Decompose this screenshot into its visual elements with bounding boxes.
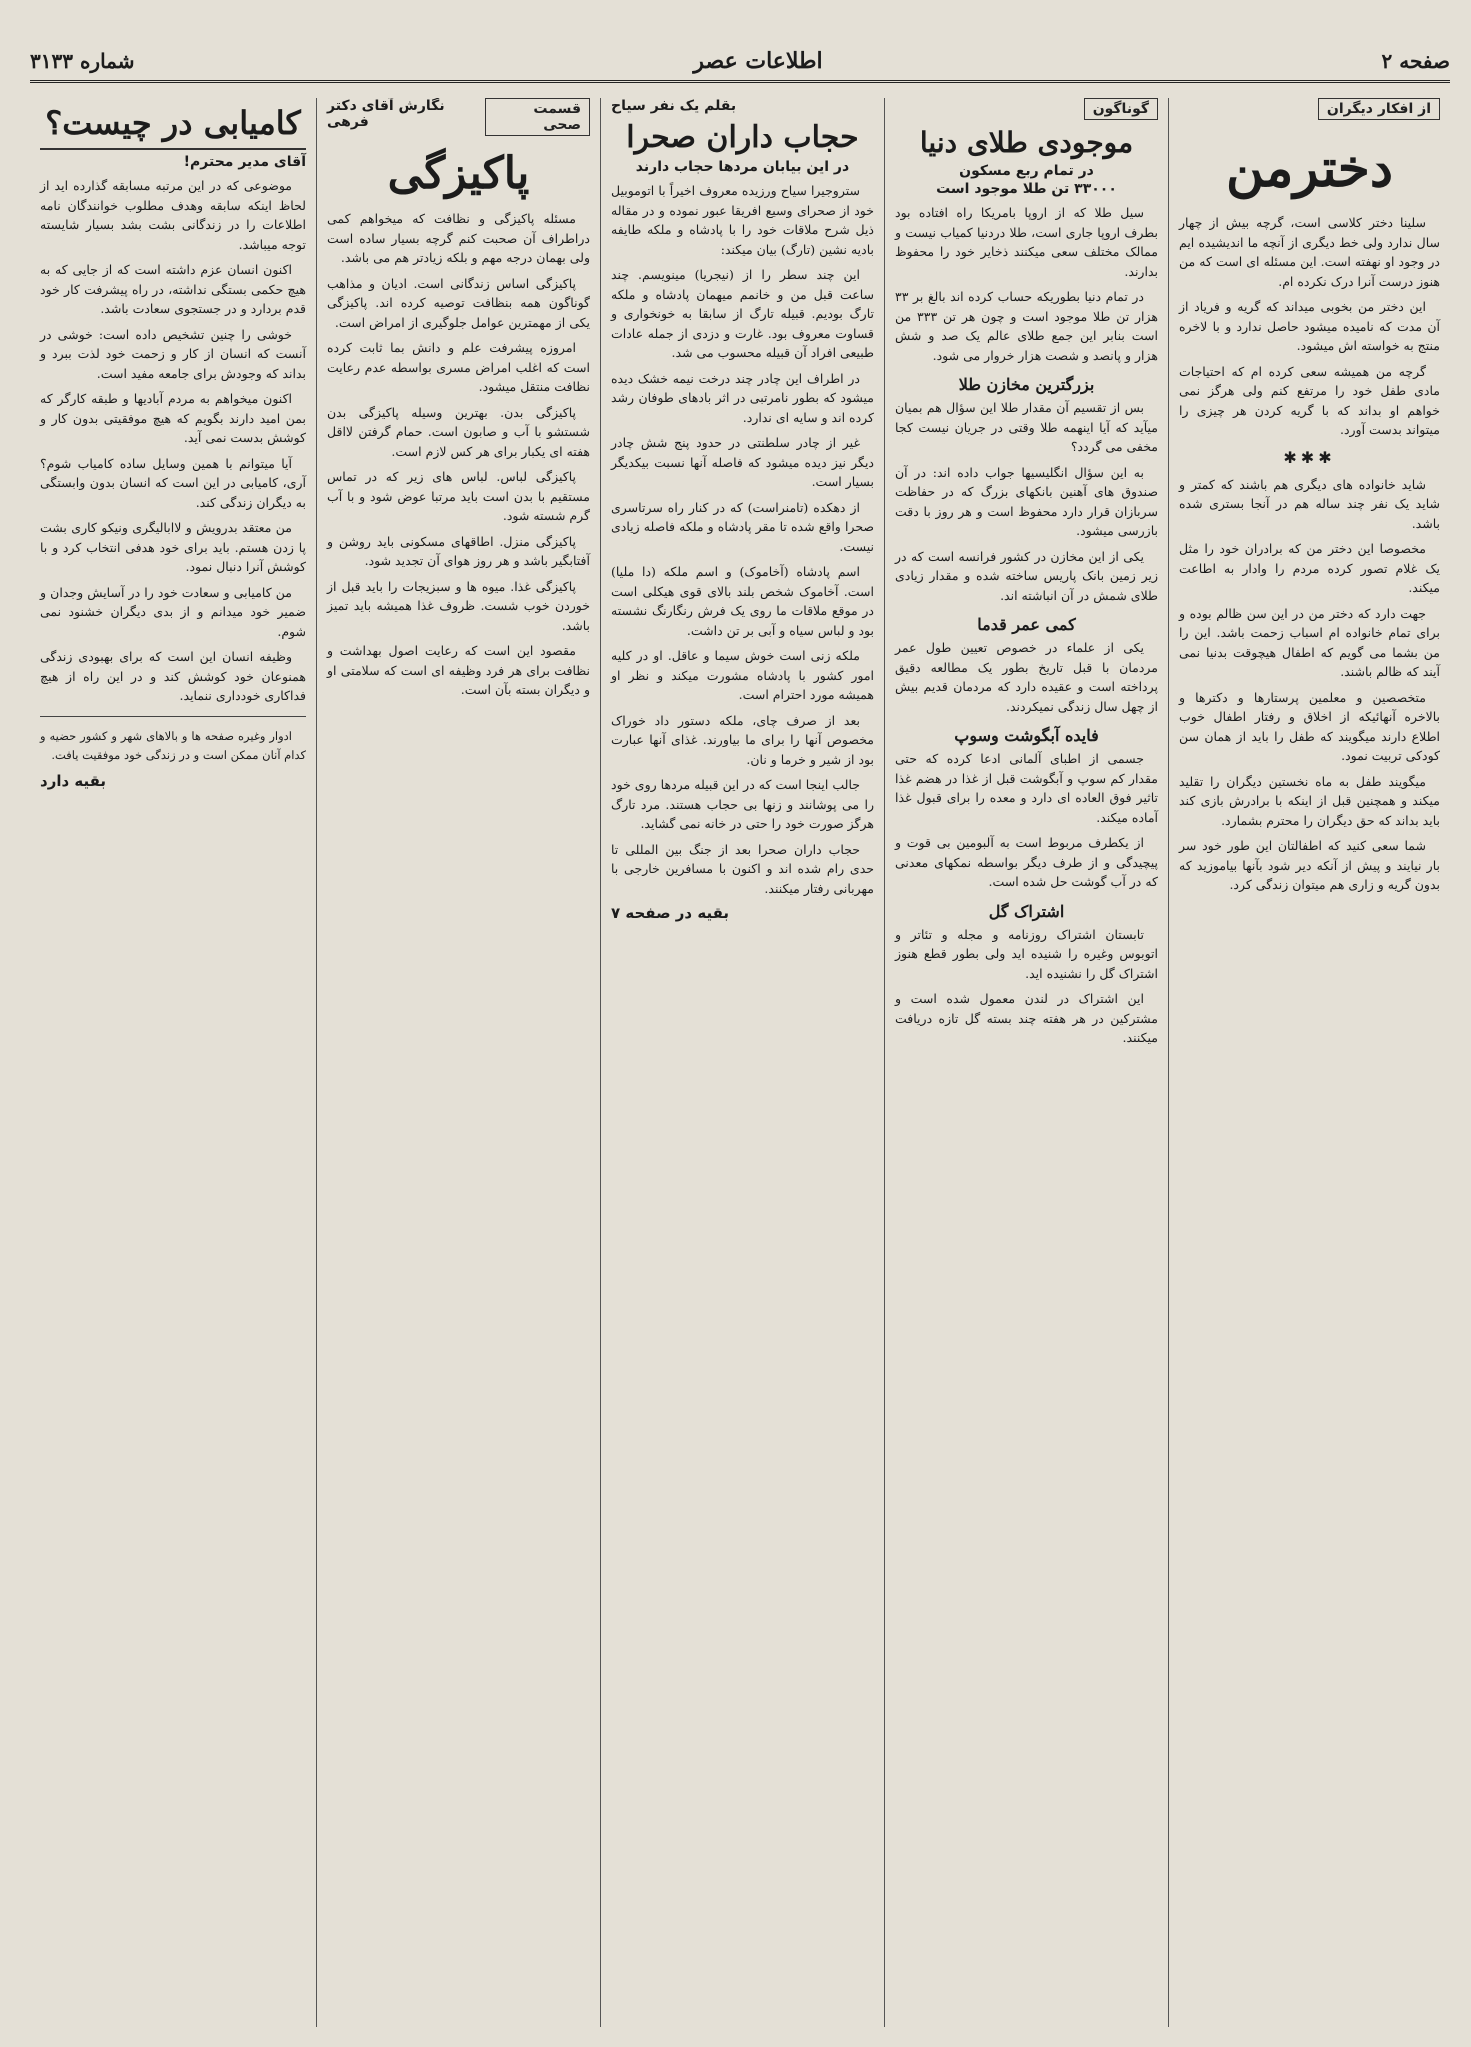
column-success <box>30 98 316 2027</box>
article-title: پاکیزگی <box>387 148 530 199</box>
paragraph: بعد از صرف چای، ملکه دستور داد خوراک مخصوص آنها را برای ما بیاورند. غذای آنها عبارت بود از شیر و خرما و نان. <box>611 712 874 767</box>
article-body <box>895 638 1158 716</box>
paragraph: میگویند طفل به ماه نخستین دیگران را تقلید میکند و همچنین قبل از اینکه با برادرش بازی کند باید بداند که حق دیگران را محترم بشمارد. <box>1179 773 1440 828</box>
article-subtitle: ۳۳۰۰۰ تن طلا موجود است <box>936 181 1117 197</box>
article-subtitle: در این بیابان مردها حجاب دارند <box>635 159 850 175</box>
article-body <box>895 925 1158 1048</box>
section-tag: گوناگون <box>1084 98 1158 120</box>
byline: بقلم یک نفر سیاح <box>611 98 737 114</box>
paragraph: مخصوصا این دختر من که برادران خود را مثل یک غلام تصور کرده مردم را وادار به اطاعت میکند. <box>1179 541 1440 595</box>
column-sahara <box>600 98 884 2027</box>
paragraph: اکنون میخواهم به مردم آبادیها و طبقه کارگر که بمن امید دارند بگویم که هیچ موفقیتی بدون کار و کوشش بدست نمی آید. <box>40 391 306 445</box>
paragraph: جهت دارد که دختر من در این سن ظالم بوده و برای تمام خانواده ام اسباب زحمت باشد. این را من بشما می گویم که اطفال هیچوقت بدنیا نمی آیند که ظالم باشند. <box>1179 605 1440 679</box>
paragraph: حجاب داران صحرا بعد از جنگ بین المللی تا حدی رام شده اند و اکنون با مسافرین خارجی با مهربانی رفتار میکنند. <box>611 841 874 896</box>
paragraph: آیا میتوانم با همین وسایل ساده کامیاب شوم؟ آری، کامیابی در این است که انسان بدون وابستگی به دیگران زندگی کند. <box>40 455 306 510</box>
paragraph: این دختر من بخوبی میداند که گریه و فریاد از آن مدت که نامیده میشود حاصل ندارد و با لاخره منتج به خواسته اش میشود. <box>1179 299 1440 353</box>
paragraph: پاکیزگی بدن. بهترین وسیله پاکیزگی بدن شستشو با آب و صابون است. حمام گرفتن لااقل هفته ای یکبار برای هر کس لازم است. <box>327 404 590 459</box>
paragraph: ادوار وغیره صفحه ها و بالاهای شهر و کشور حضیه و کدام آنان ممکن است و در زندگی خود موفقیت یافت. <box>40 728 306 762</box>
paragraph: من معتقد بدرویش و لاابالیگری ونیکو کاری بشت پا زدن هستم. باید برای خود هدفی انتخاب کرد و با کوشش آنرا دنبال نمود. <box>40 520 306 574</box>
paragraph: متخصصین و معلمین پرستارها و دکترها و بالاخره آنهائیکه از اخلاق و رفتار اطفال خوب اطلاع دارند میگویند که طفل را باید از همان سن کودکی تربیت نمود. <box>1179 689 1440 763</box>
paragraph: پاکیزگی غذا. میوه ها و سبزیجات را باید قبل از خوردن خوب شست. ظروف غذا همیشه باید تمیز باشد. <box>327 578 590 633</box>
paragraph: مقصود این است که رعایت اصول بهداشت و نظافت برای هر فرد وظیفه ای است که سلامتی او و دیگران بسته بآن است. <box>327 643 590 697</box>
paragraph: ستروجیرا سیاح ورزیده معروف اخیراً با اتوموبیل خود از صحرای وسیع افریقا عبور نموده و در مقاله ذیل شرح ملاقات خود را با پادشاه و ملکه طایفه بادیه نشین (تارگ) بیان میکند: <box>611 183 874 257</box>
section-tag: از افکار دیگران <box>1318 98 1440 120</box>
paragraph: یکی از علماء در خصوص تعیین طول عمر مردمان با قبل تاریخ بطور یک مطالعه دقیق پرداخته است و عقیده دارد که مردمان قدیم بیش از چهل سال زندگی نمیکردند. <box>895 640 1158 714</box>
article-body <box>895 398 1158 605</box>
page-number: صفحه ۲ <box>1381 49 1450 73</box>
article-body <box>1179 213 1440 440</box>
column-cleanliness <box>316 98 600 2027</box>
paragraph: اکنون انسان عزم داشته است که از جایی که به هیچ حکمی بستگی نداشته، در راه پیشرفت کار خود قدم بردارد و در جستجوی سعادت باشد. <box>40 262 306 316</box>
column-daughter <box>1168 98 1450 2027</box>
paragraph: پاکیزگی اساس زندگانی است. ادیان و مذاهب گوناگون همه بنظافت توصیه کرده اند. پاکیزگی یکی از مهمترین عوامل جلوگیری از امراض است. <box>327 275 590 330</box>
article-title: حجاب داران صحرا <box>626 120 859 155</box>
article-body <box>895 749 1158 892</box>
section-heading: بزرگترین مخازن طلا <box>958 375 1095 394</box>
paragraph: از یکطرف مربوط است به آلبومین بی قوت و پیچیدگی و از طرف دیگر بواسطه نمکهای معدنی که در آب گوشت حل شده است. <box>895 835 1158 889</box>
paragraph: من کامیابی و سعادت خود را در آسایش وجدان و ضمیر خود میدانم و از بدی دیگران خشنود نمی شوم. <box>40 584 306 639</box>
paragraph: وظیفه انسان این است که برای بهبودی زندگی همنوعان خود کوشش کند و در این راه از هیچ فداکاری خودداری ننماید. <box>40 649 306 703</box>
paragraph: مسئله پاکیزگی و نظافت که میخواهم کمی دراطراف آن صحبت کنم گرچه بسیار ساده است ولی بهمان درجه مهم و بلکه زیادتر هم می باشد. <box>327 211 590 265</box>
column-gold <box>884 98 1168 2027</box>
paragraph: از دهکده (تامنراست) که در کنار راه سرتاسری صحرا واقع شده تا مقر پادشاه و ملکه فاصله زیادی نیست. <box>611 499 874 554</box>
paragraph: بس از تقسیم آن مقدار طلا این سؤال هم بمیان میآید که آیا اینهمه طلا وقتی در جریان نیست کجا مخفی می گردد؟ <box>895 400 1158 454</box>
paragraph: پاکیزگی منزل. اطاقهای مسکونی باید روشن و آفتابگیر باشد و هر روز هوای آن تجدید شود. <box>327 533 590 568</box>
paragraph: به این سؤال انگلیسیها جواب داده اند: در آن صندوق های آهنین بانکهای بزرگ که در حفاظت سربازان قرار دارد محفوظ است و هر روز با دقت بازرسی میشود. <box>895 464 1158 538</box>
section-heading: فایده آبگوشت وسوپ <box>954 726 1099 745</box>
paragraph: این چند سطر را از (نیجریا) مینویسم. چند ساعت قبل من و خانمم میهمان پادشاه و ملکه تارگ بودیم. قبیله تارگ از سابقا به خونخواری و قساوت معروف بود. غارت و دزدی از جمله عادات طبیعی افراد آن قبیله محسوب می شد. <box>611 267 874 360</box>
section-tag: قسمت صحی <box>485 98 590 136</box>
paragraph: گرچه من همیشه سعی کرده ام که احتیاجات مادی طفل خود را مرتفع کنم ولی هرگز نمی خواهم او بداند که با گریه کردن هر چیزی را میتواند بدست آورد. <box>1179 363 1440 437</box>
paragraph: جسمی از اطبای آلمانی ادعا کرده که حتی مقدار کم سوپ و آبگوشت قبل از غذا در هضم غذا تاثیر فوق العاده ای دارد و معده را برای قبول غذا آماده میکند. <box>895 751 1158 825</box>
article-body <box>327 209 590 700</box>
article-title: کامیابی در چیست؟ <box>40 104 306 150</box>
page-header <box>30 42 1450 83</box>
paragraph: این اشتراک در لندن معمول شده است و مشترکین در هر هفته چند بسته گل تازه دریافت میکنند. <box>895 991 1158 1045</box>
article-body <box>611 181 874 898</box>
article-title: دخترمن <box>1225 138 1394 199</box>
paragraph: یکی از این مخازن در کشور فرانسه است که در زیر زمین بانک پاریس ساخته شده و مقدار زیادی طلای شمش در آن انباشته اند. <box>895 548 1158 603</box>
newspaper-name: اطلاعات عصر <box>693 48 823 74</box>
newspaper-page <box>30 42 1450 2027</box>
paragraph: جالب اینجا است که در این قبیله مردها روی خود را می پوشانند و زنها بی حجاب هستند. مرد تارگ هرگز صورت خود را حتی در خانه نمی گشاید. <box>611 777 874 831</box>
byline: نگارش آقای دکتر فرهی <box>327 98 445 130</box>
paragraph: ملکه زنی است خوش سیما و عاقل. او در کلیه امور کشور با پادشاه مشورت میکند و نظر او همیشه مورد احترام است. <box>611 648 874 702</box>
column-heading-row <box>327 98 590 136</box>
paragraph: موضوعی که در این مرتبه مسابقه گذارده اید از لحاظ اینکه سابقه وهدف مطلوب خوانندگان نامه اطلاعات را در زندگانی بشت بشد بسیار شایسته توجه میباشد. <box>40 178 306 252</box>
article-subtitle: در تمام ربع مسکون <box>959 163 1094 179</box>
separator-stars: ✱✱✱ <box>1283 447 1336 467</box>
salutation: آقای مدیر محترم! <box>183 154 306 170</box>
paragraph: شما سعی کنید که اطفالتان این طور خود سر بار نیایند و پیش از آنکه دیر شود بآنها بیاموزید که بدون گریه و زاری هم میتوان زندگی کرد. <box>1179 838 1440 892</box>
footnote <box>40 727 306 766</box>
paragraph: خوشی را چنین تشخیص داده است: خوشی در آنست که انسان از کار و زحمت خود لذت ببرد و بداند که وجودش برای جامعه مفید است. <box>40 326 306 381</box>
paragraph: اسم پادشاه (آخاموک) و اسم ملکه (دا ملیا) است. آخاموک شخص بلند بالای قوی هیکلی است در موقع ملاقات ما روی یک فرش رنگارنگ نشسته بود و لباس سیاه و آبی بر تن داشت. <box>611 564 874 638</box>
paragraph: امروزه پیشرفت علم و دانش بما ثابت کرده است که اغلب امراض مسری بواسطه عدم رعایت نظافت منتقل میشود. <box>327 340 590 394</box>
paragraph: شاید خانواده های دیگری هم باشند که کمتر و شاید یک نفر چند ساله هم در آنجا بستری شده باشد. <box>1179 476 1440 531</box>
article-title: موجودی طلای دنیا <box>919 126 1134 159</box>
paragraph: پاکیزگی لباس. لباس های زیر که در تماس مستقیم با بدن است باید مرتبا عوض شود و با آب گرم شسته شود. <box>327 469 590 523</box>
paragraph: در اطراف این چادر چند درخت نیمه خشک دیده میشود که بطور نامرتبی در اثر بادهای طوفان رشد کرده اند و سایه ای ندارد. <box>611 370 874 425</box>
paragraph: سیل طلا که از اروپا بامریکا راه افتاده بود بطرف اروپا جاری است، طلا دردنیا کمیاب نیست و ممالک مختلف سعی میکنند ذخایر خود را محفوظ بدارند. <box>895 205 1158 279</box>
article-body <box>40 176 306 706</box>
section-heading: اشتراک گل <box>988 901 1065 921</box>
section-heading: کمی عمر قدما <box>977 615 1076 634</box>
continued-note: بقیه در صفحه ۷ <box>611 904 730 922</box>
divider <box>40 716 306 717</box>
paragraph: سلینا دختر کلاسی است، گرچه بیش از چهار سال ندارد ولی خط دیگری از آنچه ما اندیشیده ایم در وجود او نهفته است. این مسئله ای است که من هنوز درست آنرا درک نکرده ام. <box>1179 215 1440 289</box>
paragraph: در تمام دنیا بطوریکه حساب کرده اند بالغ بر ۳۳ هزار تن طلا موجود است و چون هر تن ۳۳۳ من است بنابر این جمع طلای عالم یک صد و شش هزار و پانصد و شصت هزار خروار می شود. <box>895 289 1159 363</box>
paragraph: غیر از چادر سلطنتی در حدود پنج شش چادر دیگر نیز دیده میشود که فاصله آنها نسبت بیکدیگر بسیار است. <box>611 435 874 489</box>
article-body-cont <box>1179 475 1440 895</box>
paragraph: تابستان اشتراک روزنامه و مجله و تئاتر و اتوبوس وغیره را شنیده اید ولی بطور قطع هنوز اشتراک گل را نشنیده اید. <box>895 926 1158 981</box>
issue-number: شماره ۳۱۳۳ <box>30 49 135 73</box>
continued-note: بقیه دارد <box>40 771 107 790</box>
article-body <box>895 203 1158 365</box>
